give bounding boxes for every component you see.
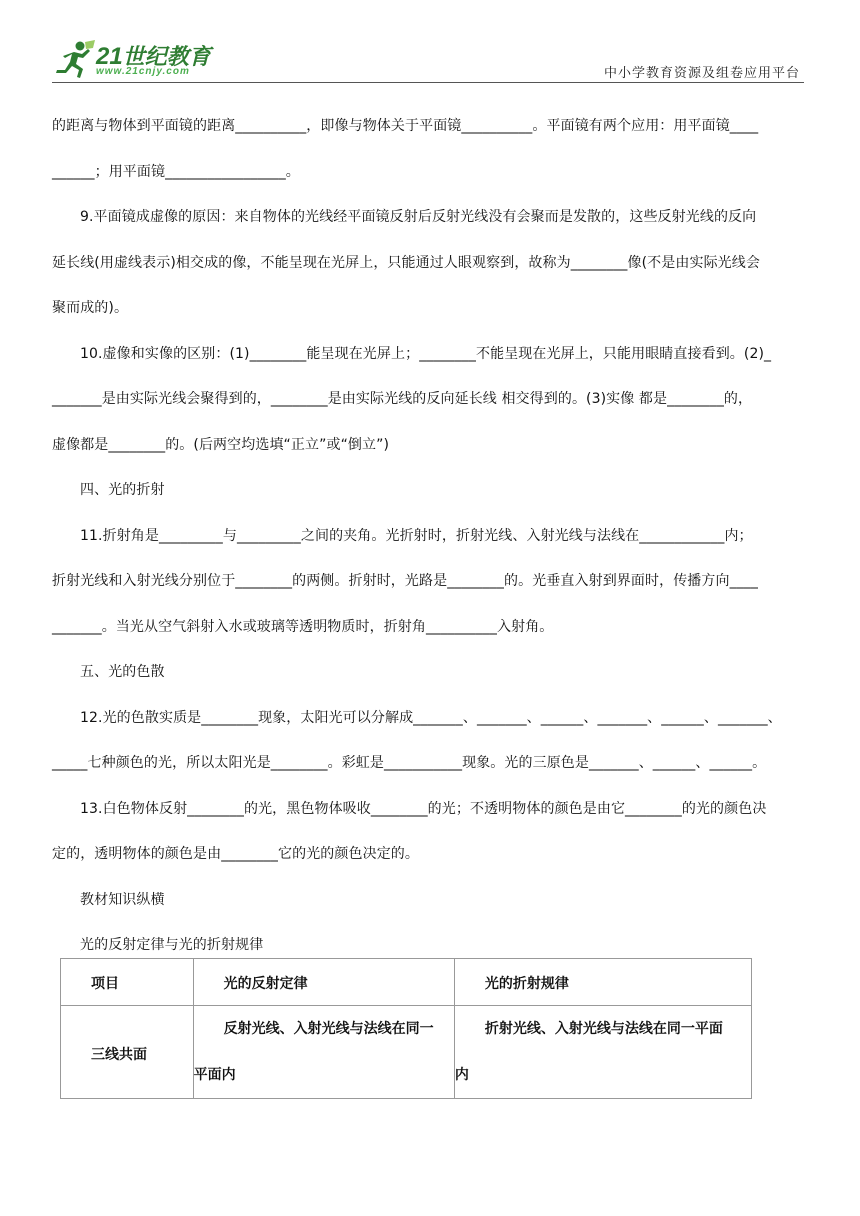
table-header-row	[61, 959, 752, 1006]
text-line: 定的，透明物体的颜色是由________它的光的颜色决定的。	[52, 846, 419, 862]
header-divider	[52, 82, 804, 83]
header-refraction: 光的折射规律	[484, 976, 569, 992]
text-line: 10.虚像和实像的区别：(1)________能呈现在光屏上；________不能呈现在光屏上，只能用眼睛直接看到。(2)_	[80, 345, 772, 362]
row-label: 三线共面	[91, 1047, 147, 1063]
section-heading: 四、光的折射	[80, 482, 165, 498]
document-body	[52, 104, 812, 969]
logo-wordmark: 21世纪教育	[96, 43, 211, 70]
section-heading: 五、光的色散	[80, 664, 165, 680]
refraction-cell: 折射光线、入射光线与法线在同一平面 内	[454, 1021, 723, 1083]
page-header	[52, 40, 804, 84]
comparison-table	[60, 958, 752, 1099]
text-line: 9.平面镜成虚像的原因：来自物体的光线经平面镜反射后反射光线没有会聚而是发散的，这些反射光线的反向	[80, 209, 757, 225]
text-line: ______；用平面镜_________________。	[52, 163, 300, 180]
text-line: _______。当光从空气斜射入水或玻璃等透明物质时，折射角__________入射角。	[52, 618, 554, 635]
header-item: 项目	[91, 976, 119, 992]
text-line: 虚像都是________的。(后两空均选填“正立”或“倒立”)	[52, 436, 390, 453]
subsection-heading: 教材知识纵横	[80, 891, 165, 908]
text-line: 延长线(用虚线表示)相交成的像，不能呈现在光屏上，只能通过人眼观察到，故称为________像(不是由实际光线会	[52, 254, 760, 271]
text-line: _____七种颜色的光，所以太阳光是________。彩虹是___________现象。光的三原色是_______、______、______。	[52, 755, 767, 771]
reflection-cell: 反射光线、入射光线与法线在同一 平面内	[193, 1021, 434, 1083]
table-row	[61, 1006, 752, 1099]
text-line: 的距离与物体到平面镜的距离__________，即像与物体关于平面镜__________。平面镜有两个应用：用平面镜____	[52, 118, 759, 134]
table-title: 光的反射定律与光的折射规律	[80, 937, 264, 953]
logo-url: www.21cnjy.com	[96, 66, 190, 77]
text-line: 12.光的色散实质是________现象，太阳光可以分解成_______、_______、______、_______、______、_______、	[80, 709, 782, 726]
text-line: 折射光线和入射光线分别位于________的两侧。折射时，光路是________的。光垂直入射到界面时，传播方向____	[52, 573, 758, 589]
text-line: 11.折射角是_________与_________之间的夹角。光折射时，折射光线、入射光线与法线在____________内；	[80, 527, 753, 544]
text-line: 聚而成的)。	[52, 300, 129, 316]
platform-title: 中小学教育资源及组卷应用平台	[603, 66, 800, 81]
logo	[52, 40, 242, 82]
text-line: _______是由实际光线会聚得到的，________是由实际光线的反向延长线 相交得到的。(3)实像 都是________的，	[52, 391, 753, 407]
runner-icon	[52, 40, 96, 80]
text-line: 13.白色物体反射________的光，黑色物体吸收________的光；不透明物体的颜色是由它________的光的颜色决	[80, 800, 767, 817]
header-reflection: 光的反射定律	[223, 976, 308, 992]
